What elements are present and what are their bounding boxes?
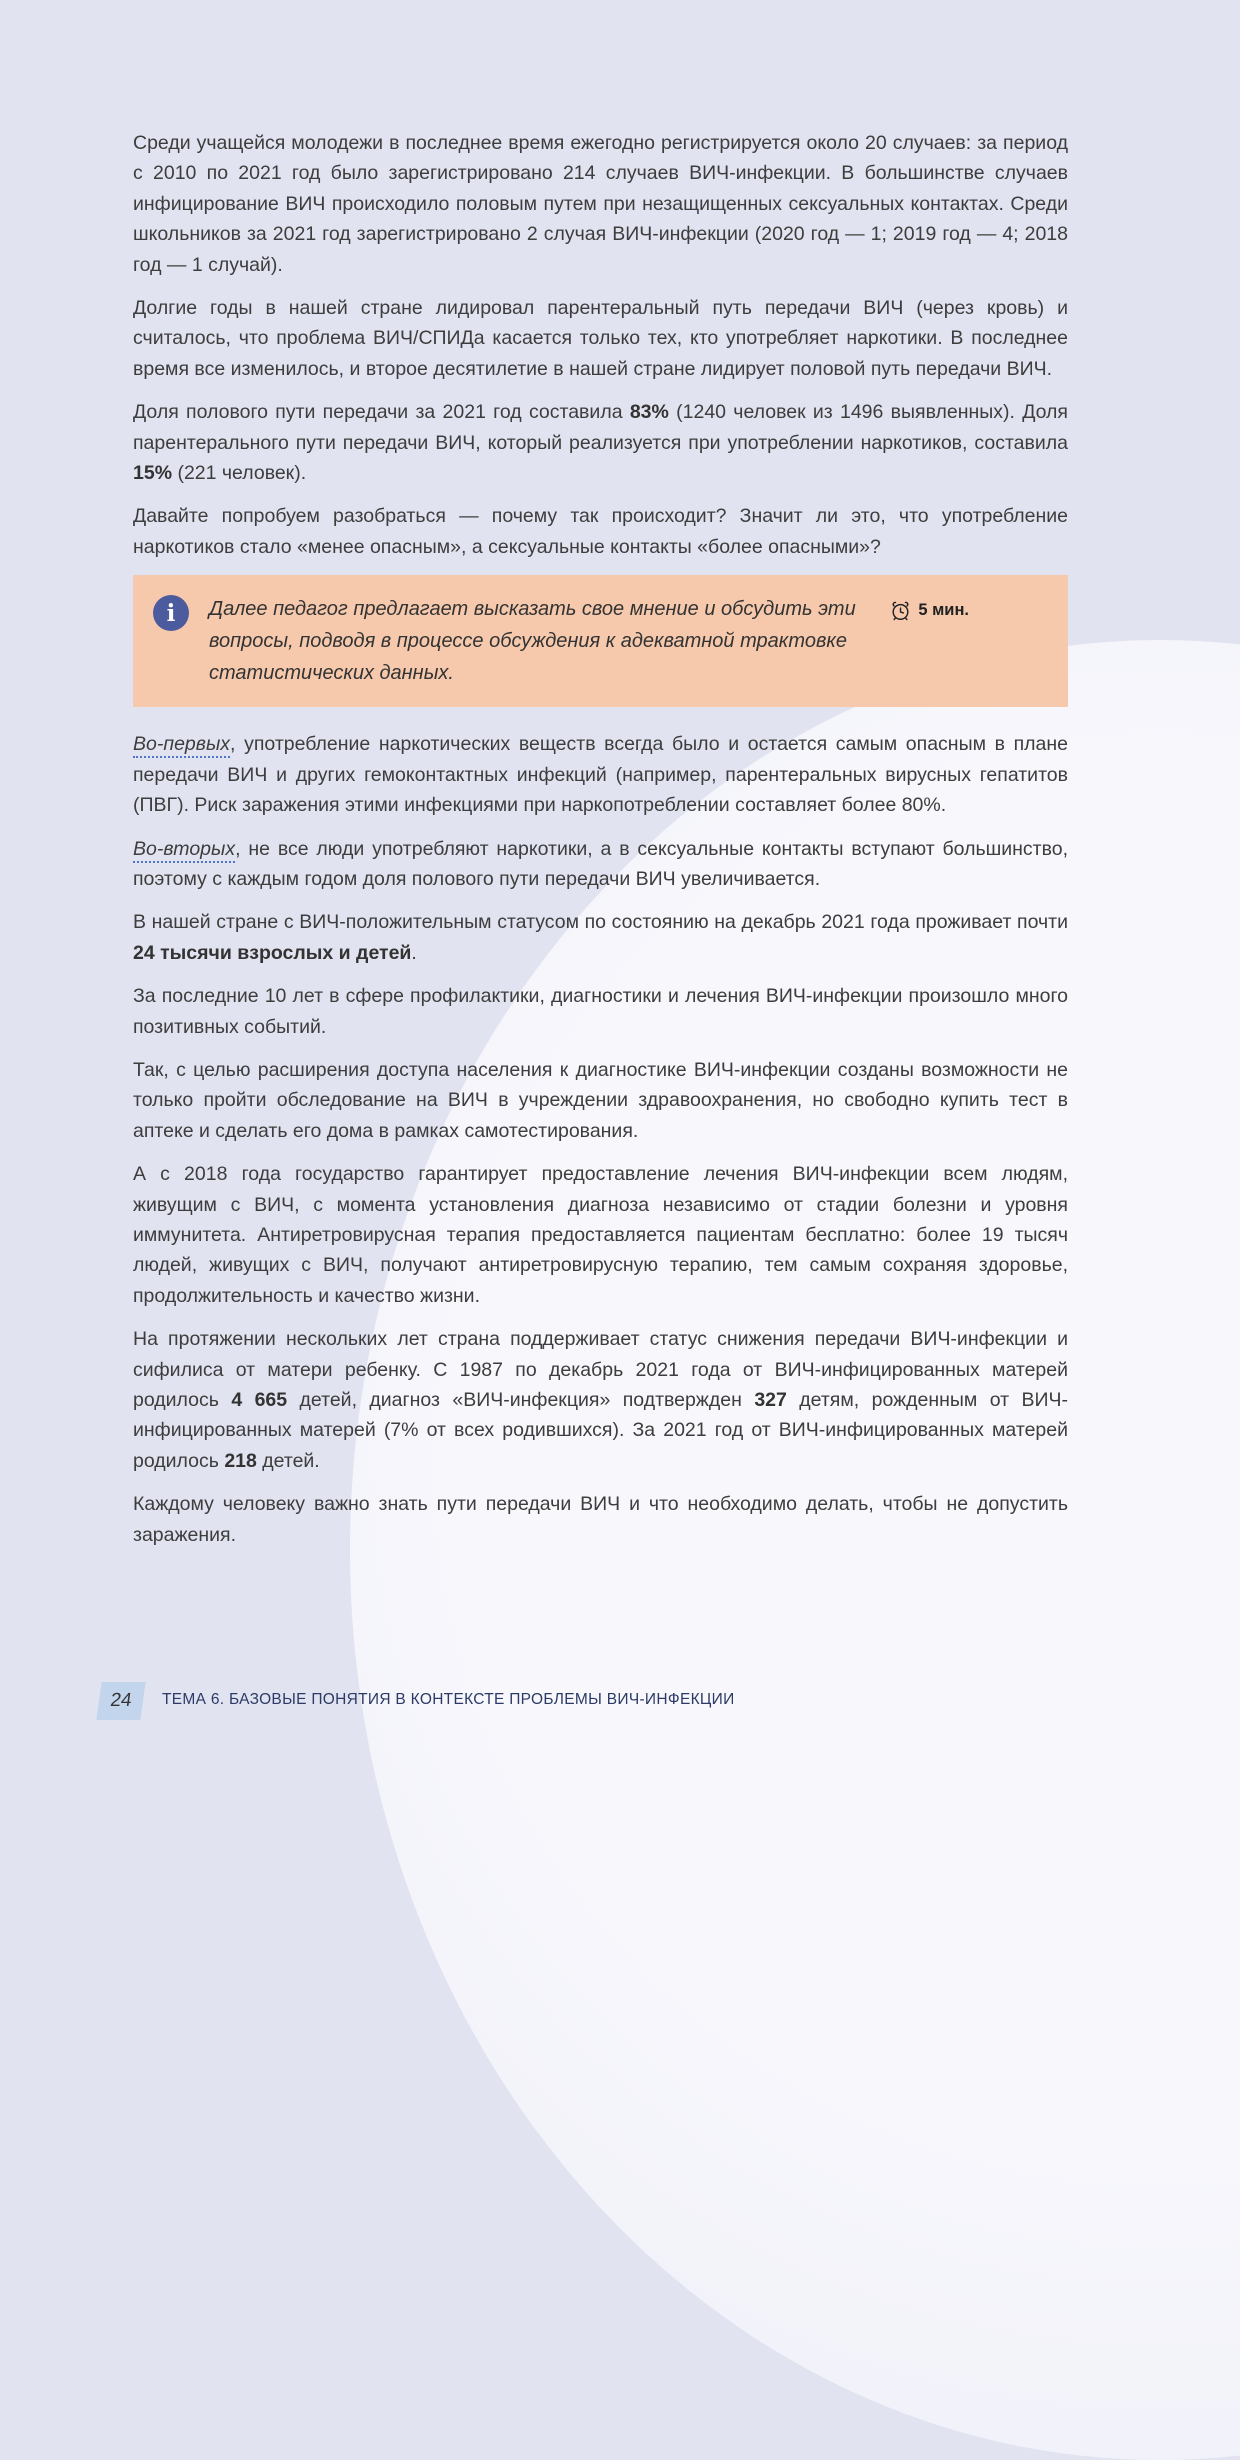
text-run: детей, диагноз «ВИЧ-инфекция» подтвержден — [287, 1389, 755, 1411]
page-content — [133, 128, 1068, 1563]
duration-label: 5 мин. — [918, 601, 969, 620]
paragraph — [133, 729, 1068, 820]
alarm-clock-icon — [889, 599, 912, 622]
text-run: Каждому человеку важно знать пути передачи ВИЧ и что необходимо делать, чтобы не допустить заражения. — [133, 1493, 1068, 1546]
text-run: Во-вторых — [133, 838, 235, 863]
text-run: 24 тысячи взрослых и детей — [133, 941, 412, 964]
paragraph — [133, 293, 1068, 384]
paragraph — [133, 834, 1068, 895]
text-run: Во-первых — [133, 733, 230, 758]
text-run: детям, рожденным от ВИЧ-инфицированных матерей (7% от всех родившихся). За 2021 год от ВИЧ-инфицированных матерей родилось — [133, 1389, 1068, 1472]
text-run: 83% — [629, 401, 669, 424]
paragraphs-after-callout — [133, 729, 1068, 1550]
page-number: 24 — [96, 1682, 145, 1720]
text-run: , не все люди употребляют наркотики, а в сексуальные контакты вступают большинство, поэтому с каждым годом доля полового пути передачи ВИЧ увеличивается. — [133, 837, 1068, 890]
paragraph — [133, 1055, 1068, 1146]
text-run: Давайте попробуем разобраться — почему так происходит? Значит ли это, что употребление наркотиков стало «менее опасным», а сексуальные контакты «более опасными»? — [133, 505, 1068, 558]
paragraph — [133, 1159, 1068, 1311]
text-run: А с 2018 года государство гарантирует предоставление лечения ВИЧ-инфекции всем людям, живущим с ВИЧ, с момента установления диагноза независимо от стадии болезни и уровня иммунитета. Антиретровирусная терапия предоставляется пациентам бесплатно: более 19 тысяч людей, живущих с ВИЧ, получают антиретровирусную терапию, тем самым сохраняя здоровье, продолжительность и качество жизни. — [133, 1163, 1068, 1307]
text-run: (1240 человек из 1496 выявленных). Доля парентерального пути передачи ВИЧ, который реализуется при употреблении наркотиков, составила — [133, 401, 1068, 454]
footer-chapter-title: ТЕМА 6. БАЗОВЫЕ ПОНЯТИЯ В КОНТЕКСТЕ ПРОБЛЕМЫ ВИЧ-ИНФЕКЦИИ — [162, 1691, 735, 1708]
footer — [0, 1676, 1240, 1732]
text-run: 4 665 — [231, 1389, 288, 1411]
text-run: 15% — [133, 462, 173, 485]
teacher-note-callout — [133, 575, 1068, 707]
text-run: Среди учащейся молодежи в последнее время ежегодно регистрируется около 20 случаев: за период с 2010 по 2021 год было зарегистрировано 214 случаев ВИЧ-инфекции. В большинстве случаев инфицирование ВИЧ происходило половым путем при незащищенных сексуальных контактах. Среди школьников за 2021 год зарегистрировано 2 случая ВИЧ-инфекции (2020 год — 1; 2019 год — 4; 2018 год — 1 случай). — [133, 132, 1068, 276]
text-run: На протяжении нескольких лет страна поддерживает статус снижения передачи ВИЧ-инфекции и сифилиса от матери ребенку. С 1987 по декабрь 2021 года от ВИЧ-инфицированных матерей родилось — [133, 1328, 1068, 1411]
paragraph — [133, 1489, 1068, 1550]
callout-body — [209, 593, 969, 689]
text-run: Так, с целью расширения доступа населения к диагностике ВИЧ-инфекции созданы возможности не только пройти обследование на ВИЧ в учреждении здравоохранения, но свободно купить тест в аптеке и сделать его дома в рамках самотестирования. — [133, 1058, 1068, 1142]
paragraphs-before-callout — [133, 128, 1068, 562]
paragraph — [133, 501, 1068, 562]
text-run: (221 человек). — [172, 462, 307, 485]
text-run: 218 — [224, 1449, 257, 1472]
paragraph — [133, 981, 1068, 1042]
text-run: 327 — [754, 1389, 787, 1411]
callout-text: Далее педагог предлагает высказать свое мнение и обсудить эти вопросы, подводя в процессе обсуждения к адекватной трактовке статистических данных. — [209, 598, 856, 685]
paragraph — [133, 397, 1068, 488]
text-run: Доля полового пути передачи за 2021 год составила — [133, 401, 630, 424]
duration-badge — [889, 597, 969, 623]
text-run: В нашей стране с ВИЧ-положительным статусом по состоянию на декабрь 2021 года проживает почти — [133, 911, 1068, 934]
text-run: , употребление наркотических веществ всегда было и остается самым опасным в плане передачи ВИЧ и других гемоконтактных инфекций (например, парентеральных вирусных гепатитов (ПВГ). Риск заражения этими инфекциями при наркопотреблении составляет более 80%. — [133, 733, 1068, 817]
paragraph — [133, 128, 1068, 280]
text-run: За последние 10 лет в сфере профилактики, диагностики и лечения ВИЧ-инфекции произошло много позитивных событий. — [133, 985, 1068, 1038]
paragraph — [133, 907, 1068, 968]
text-run: . — [411, 941, 417, 964]
info-icon: i — [153, 595, 189, 631]
text-run: детей. — [256, 1449, 320, 1472]
text-run: Долгие годы в нашей стране лидировал парентеральный путь передачи ВИЧ (через кровь) и считалось, что проблема ВИЧ/СПИДа касается только тех, кто употребляет наркотики. В последнее время все изменилось, и второе десятилетие в нашей стране лидирует половой путь передачи ВИЧ. — [133, 297, 1068, 380]
paragraph — [133, 1324, 1068, 1476]
